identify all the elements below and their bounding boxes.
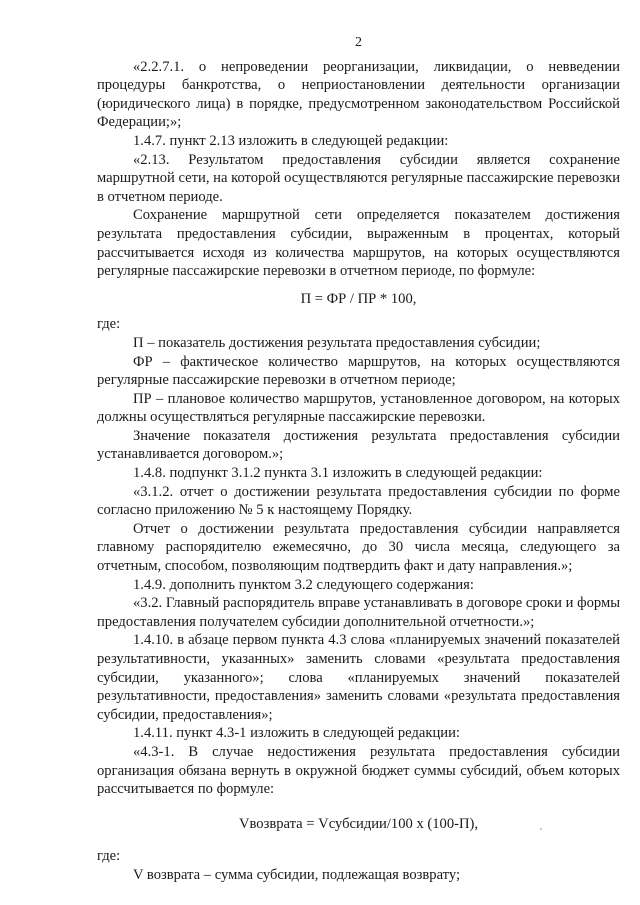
paragraph-route-network: Сохранение маршрутной сети определяется показателем достижения результата предоставления субсидии, выраженным в процентах, который рассчитывается исходя из количества маршрутов, на которых осуществляются регулярные пассажирские перевозки в отчетном периоде, по формуле:: [97, 207, 620, 280]
definition-p: П – показатель достижения результата предоставления субсидии;: [133, 334, 541, 351]
where-label-2: где:: [97, 848, 121, 865]
paragraph-report: Отчет о достижении результата предоставления субсидии направляется главному распорядителю ежемесячно, до 30 числа месяца, следующего за отчетным, способом, позволяющим подтвердить факт и дату направления.»;: [97, 520, 620, 575]
paragraph-2-13: «2.13. Результатом предоставления субсидии является сохранение маршрутной сети, на которой осуществляются регулярные пассажирские перевозки в отчетном периоде.: [97, 151, 620, 205]
paragraph-1-4-7: 1.4.7. пункт 2.13 изложить в следующей редакции:: [133, 132, 449, 149]
paragraph-4-3-1: «4.3-1. В случае недостижения результата предоставления субсидии организация обязана вернуть в окружной бюджет суммы субсидий, объем которых рассчитывается по формуле:: [97, 743, 620, 798]
document-page: [97, 34, 620, 885]
definition-v-refund: V возврата – сумма субсидии, подлежащая возврату;: [133, 866, 461, 883]
paragraph-1-4-11: 1.4.11. пункт 4.3-1 изложить в следующей редакции:: [133, 725, 460, 742]
page-number: 2: [355, 35, 362, 50]
paragraph-2-2-7-1: «2.2.7.1. о непроведении реорганизации, ликвидации, о невведении процедуры банкротства, о неприостановлении деятельности организации (юридического лица) в порядке, предусмотренном законодательством Российской Федерации;»;: [97, 58, 620, 131]
paragraph-indicator-value: Значение показателя достижения результата предоставления субсидии устанавливается договором.»;: [97, 427, 620, 463]
where-label: где:: [97, 316, 121, 333]
definition-fr: ФР – фактическое количество маршрутов, на которых осуществляются регулярные пассажирские перевозки в отчетном периоде;: [97, 353, 620, 389]
paragraph-3-2: «3.2. Главный распорядитель вправе устанавливать в договоре сроки и формы предоставления получателем субсидии дополнительной отчетности.»;: [97, 595, 620, 630]
formula-indicator: П = ФР / ПР * 100,: [300, 290, 417, 307]
definition-pr: ПР – плановое количество маршрутов, установленное договором, на которых должны осуществляться регулярные пассажирские перевозки.: [97, 390, 620, 426]
paragraph-3-1-2: «3.1.2. отчет о достижении результата предоставления субсидии по форме согласно приложению № 5 к настоящему Порядку.: [97, 483, 620, 519]
scan-speck: [540, 828, 542, 830]
paragraph-1-4-10: 1.4.10. в абзаце первом пункта 4.3 слова «планируемых значений показателей результативности, указанных» заменить словами «результата предоставления субсидии, указанного»; слова «планируемых значений показателей результативности, предоставления» заменить словами «результата предоставления субсидии, предоставления»;: [97, 632, 620, 723]
paragraph-1-4-9: 1.4.9. дополнить пунктом 3.2 следующего содержания:: [133, 576, 474, 593]
paragraph-1-4-8: 1.4.8. подпункт 3.1.2 пункта 3.1 изложить в следующей редакции:: [133, 465, 543, 482]
formula-refund: Vвозврата = Vсубсидии/100 x (100-П),: [238, 815, 479, 832]
